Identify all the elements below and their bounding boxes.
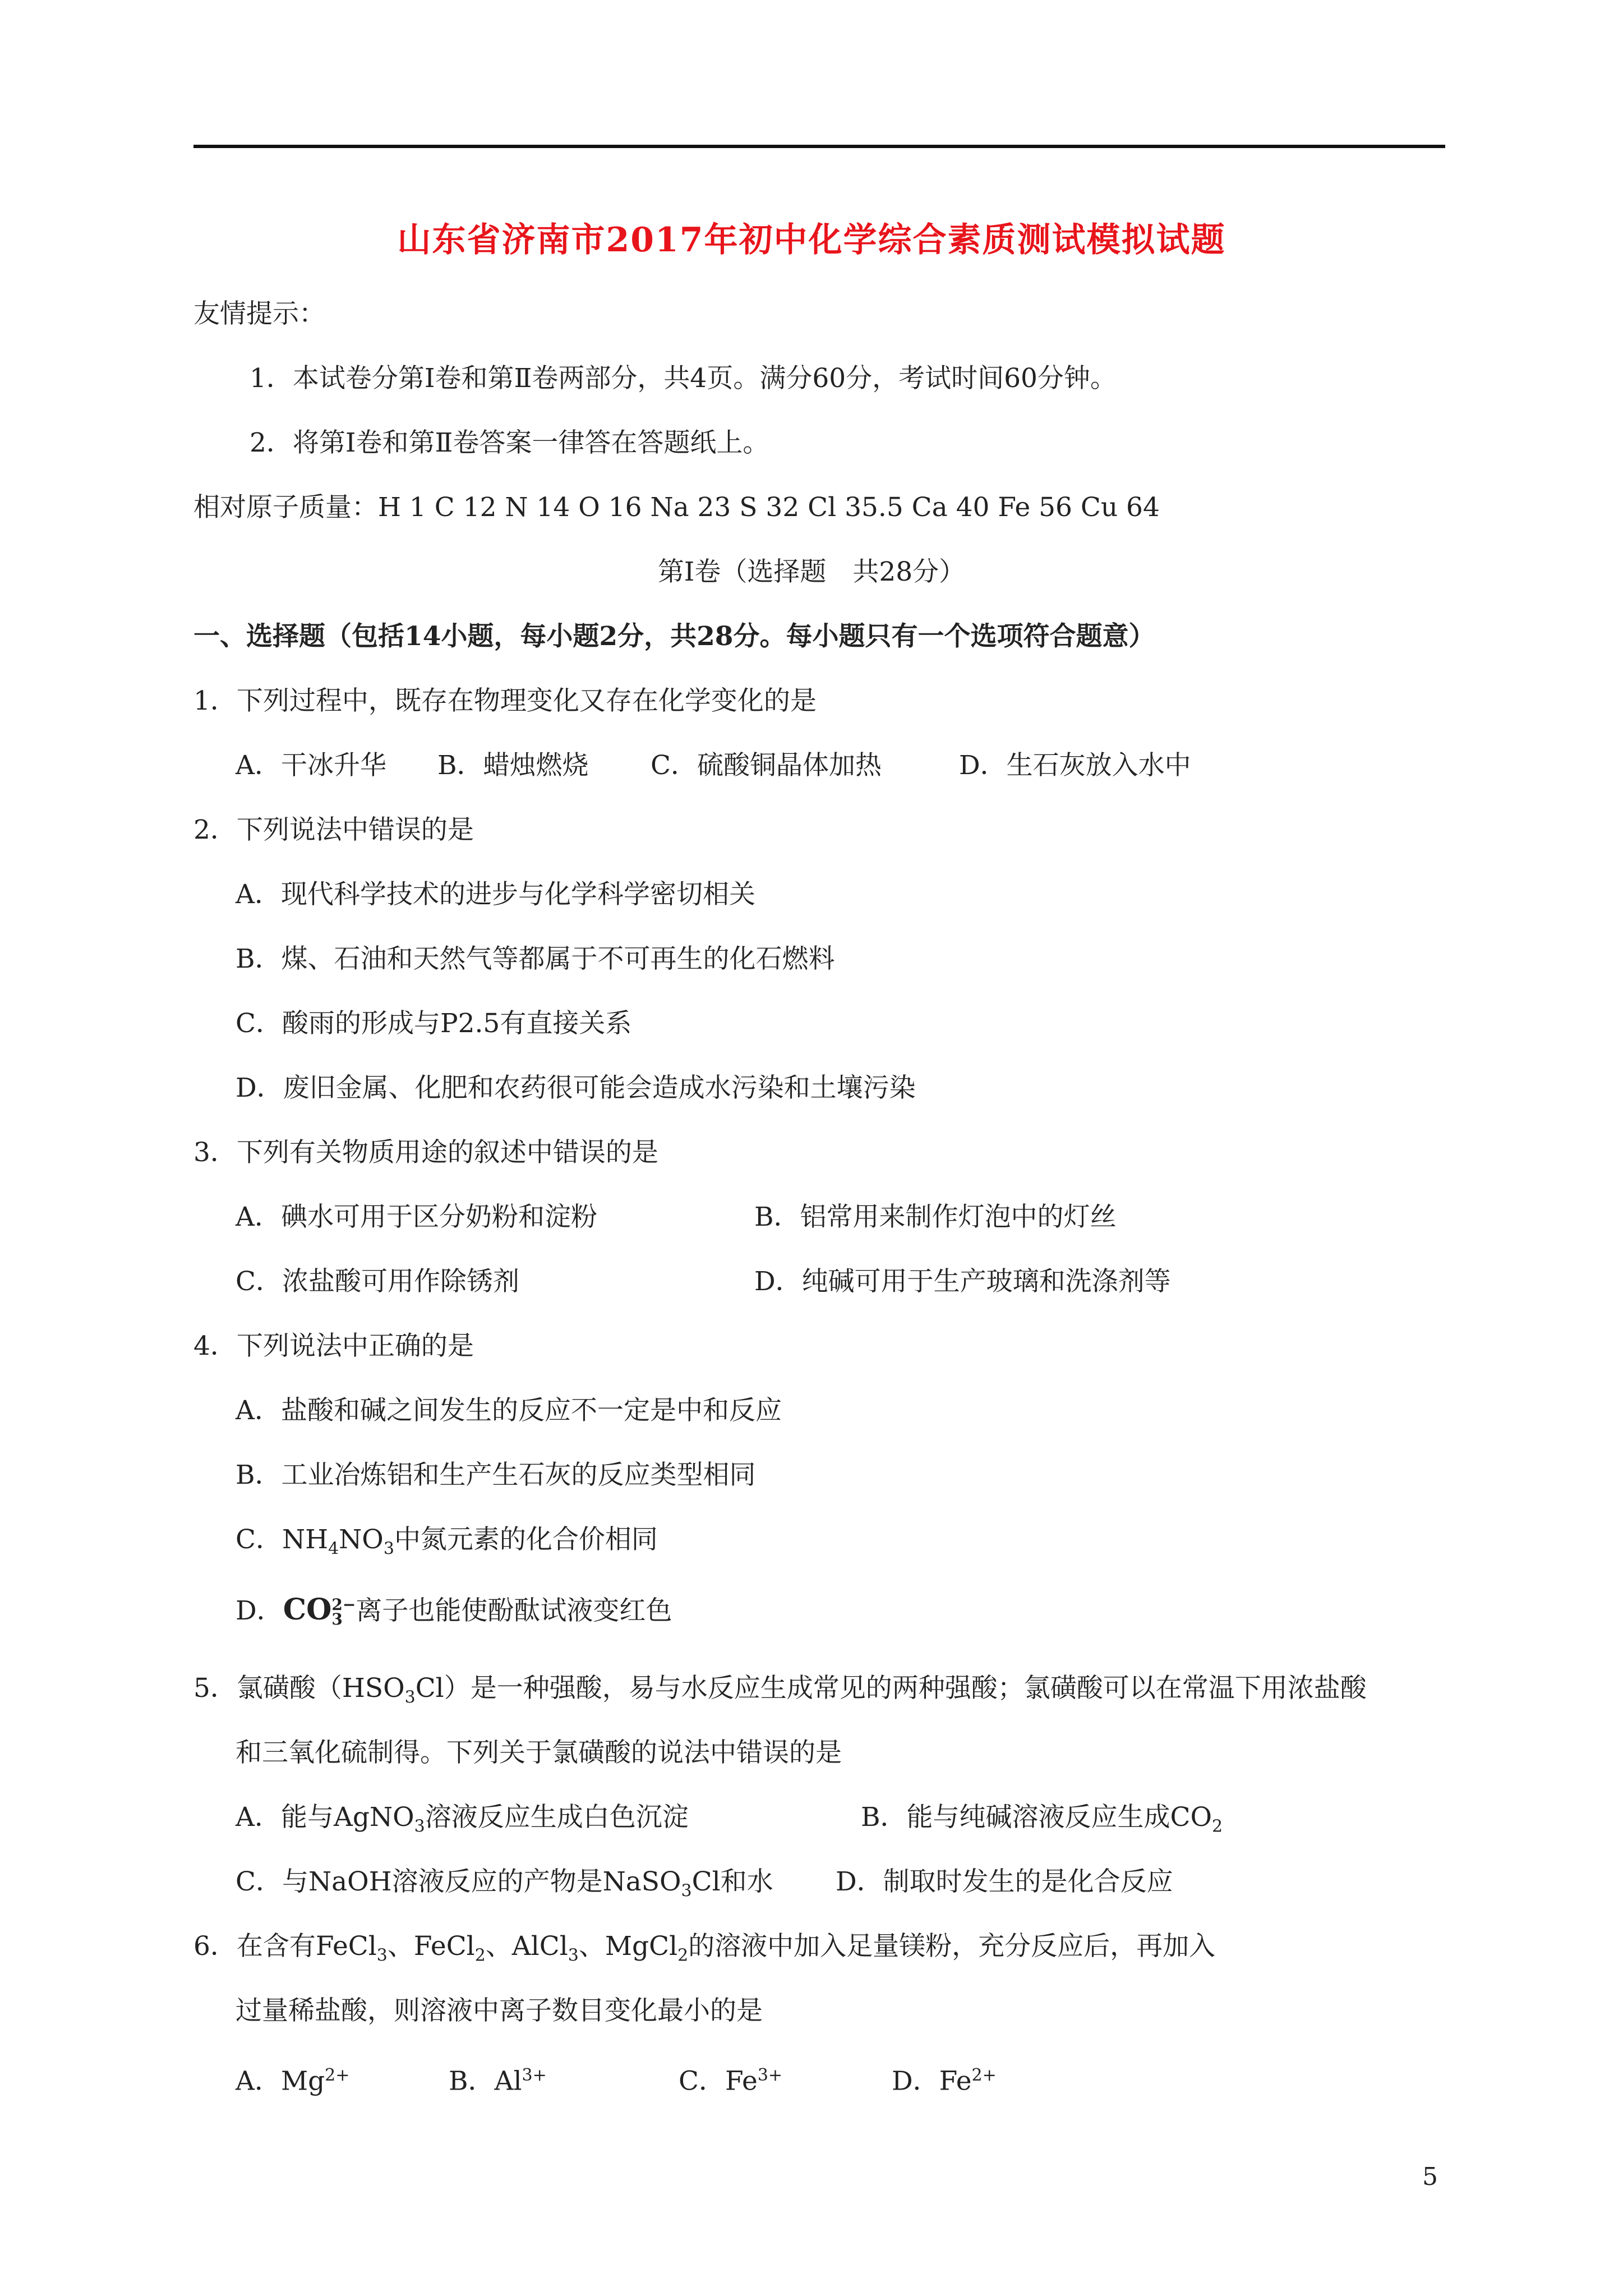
q1-stem: 1．下列过程中，既存在物理变化又存在化学变化的是: [193, 685, 817, 716]
header-rule: [193, 145, 1445, 148]
q6-stem-line2: 过量稀盐酸，则溶液中离子数目变化最小的是: [236, 1995, 763, 2026]
q5-option-c: C．与NaOH溶液反应的产物是NaSO$_3$Cl和水: [236, 1866, 773, 1901]
page-number: 5: [1422, 2162, 1438, 2191]
page-title: 山东省济南市2017年初中化学综合素质测试模拟试题: [397, 220, 1226, 260]
q5-stem-line1: 5．氯磺酸$(HSO_3Cl)$是一种强酸，易与水反应生成常见的两种强酸；氯磺酸可以在常温下用浓盐酸: [193, 1673, 1367, 1708]
q2-option-a: A．现代科学技术的进步与化学科学密切相关: [236, 879, 755, 910]
q1-option-c: C．硫酸铜晶体加热: [651, 750, 882, 781]
q3-stem: 3．下列有关物质用途的叙述中错误的是: [193, 1137, 658, 1168]
q4-option-c: C．$NH_4NO_3$中氮元素的化合价相同: [236, 1524, 658, 1559]
q4-stem: 4．下列说法中正确的是: [193, 1331, 474, 1361]
q6-option-a: A．$Mg^{2+}$: [236, 2065, 350, 2097]
q1-options: [236, 749, 1191, 783]
q3-option-b: B．铝常用来制作灯泡中的灯丝: [754, 1202, 1117, 1232]
q1-option-d: D．生石灰放入水中: [959, 750, 1191, 781]
q1-option-b: B．蜡烛燃烧: [437, 750, 589, 781]
q2-stem: 2．下列说法中错误的是: [193, 815, 474, 845]
part1-title: 第Ⅰ卷（选择题 共28分）: [657, 556, 966, 587]
q3-option-d: D．纯碱可用于生产玻璃和洗涤剂等: [754, 1266, 1171, 1297]
q6-stem-line1: 6．在含有FeCl$_3$、FeCl$_2$、AlCl$_3$、MgCl$_2$的溶液中加入足量镁粉，充分反应后，再加入: [193, 1931, 1216, 1966]
q6-options: [236, 2059, 997, 2099]
q2-option-d: D．废旧金属、化肥和农药很可能会造成水污染和土壤污染: [236, 1073, 916, 1103]
q5-option-d: D．制取时发生的是化合反应: [836, 1866, 1173, 1897]
q2-option-c: C．酸雨的形成与P2.5有直接关系: [236, 1008, 632, 1039]
q6-option-d: D．$Fe^{2+}$: [892, 2065, 997, 2097]
q1-option-a: A．干冰升华: [236, 750, 386, 781]
section1-title: 一、选择题（包括14小题，每小题2分，共28分。每小题只有一个选项符合题意）: [193, 621, 1155, 652]
q5-option-b: B．能与纯碱溶液反应生成$CO_2$: [861, 1802, 1223, 1837]
q5-option-a: A．能与AgNO$_3$溶液反应生成白色沉淀: [236, 1802, 689, 1837]
atomic-masses: 相对原子质量：H 1 C 12 N 14 O 16 Na 23 S 32 Cl 35.5 Ca 40 Fe 56 Cu 64: [193, 492, 1160, 523]
tip-item-1: 1．本试卷分第Ⅰ卷和第Ⅱ卷两部分，共4页。满分60分，考试时间60分钟。: [250, 363, 1117, 394]
q4-option-b: B．工业冶炼铝和生产生石灰的反应类型相同: [236, 1460, 756, 1490]
carbonate-ion: CO 2− 3: [283, 1593, 356, 1628]
q5-stem-line2: 和三氧化硫制得。下列关于氯磺酸的说法中错误的是: [236, 1737, 842, 1768]
q3-option-c: C．浓盐酸可用作除锈剂: [236, 1266, 519, 1297]
q4-option-a: A．盐酸和碱之间发生的反应不一定是中和反应: [236, 1395, 782, 1426]
q6-option-b: B．$Al^{3+}$: [449, 2065, 547, 2097]
q3-option-a: A．碘水可用于区分奶粉和淀粉: [236, 1202, 597, 1232]
q4-option-d: D．CO 2− 3 离子也能使酚酞试液变红色: [236, 1593, 672, 1628]
q6-option-c: C．$Fe^{3+}$: [679, 2065, 783, 2097]
tips-heading: 友情提示：: [193, 298, 325, 329]
q2-option-b: B．煤、石油和天然气等都属于不可再生的化石燃料: [236, 944, 835, 974]
tip-item-2: 2．将第Ⅰ卷和第Ⅱ卷答案一律答在答题纸上。: [250, 427, 769, 458]
